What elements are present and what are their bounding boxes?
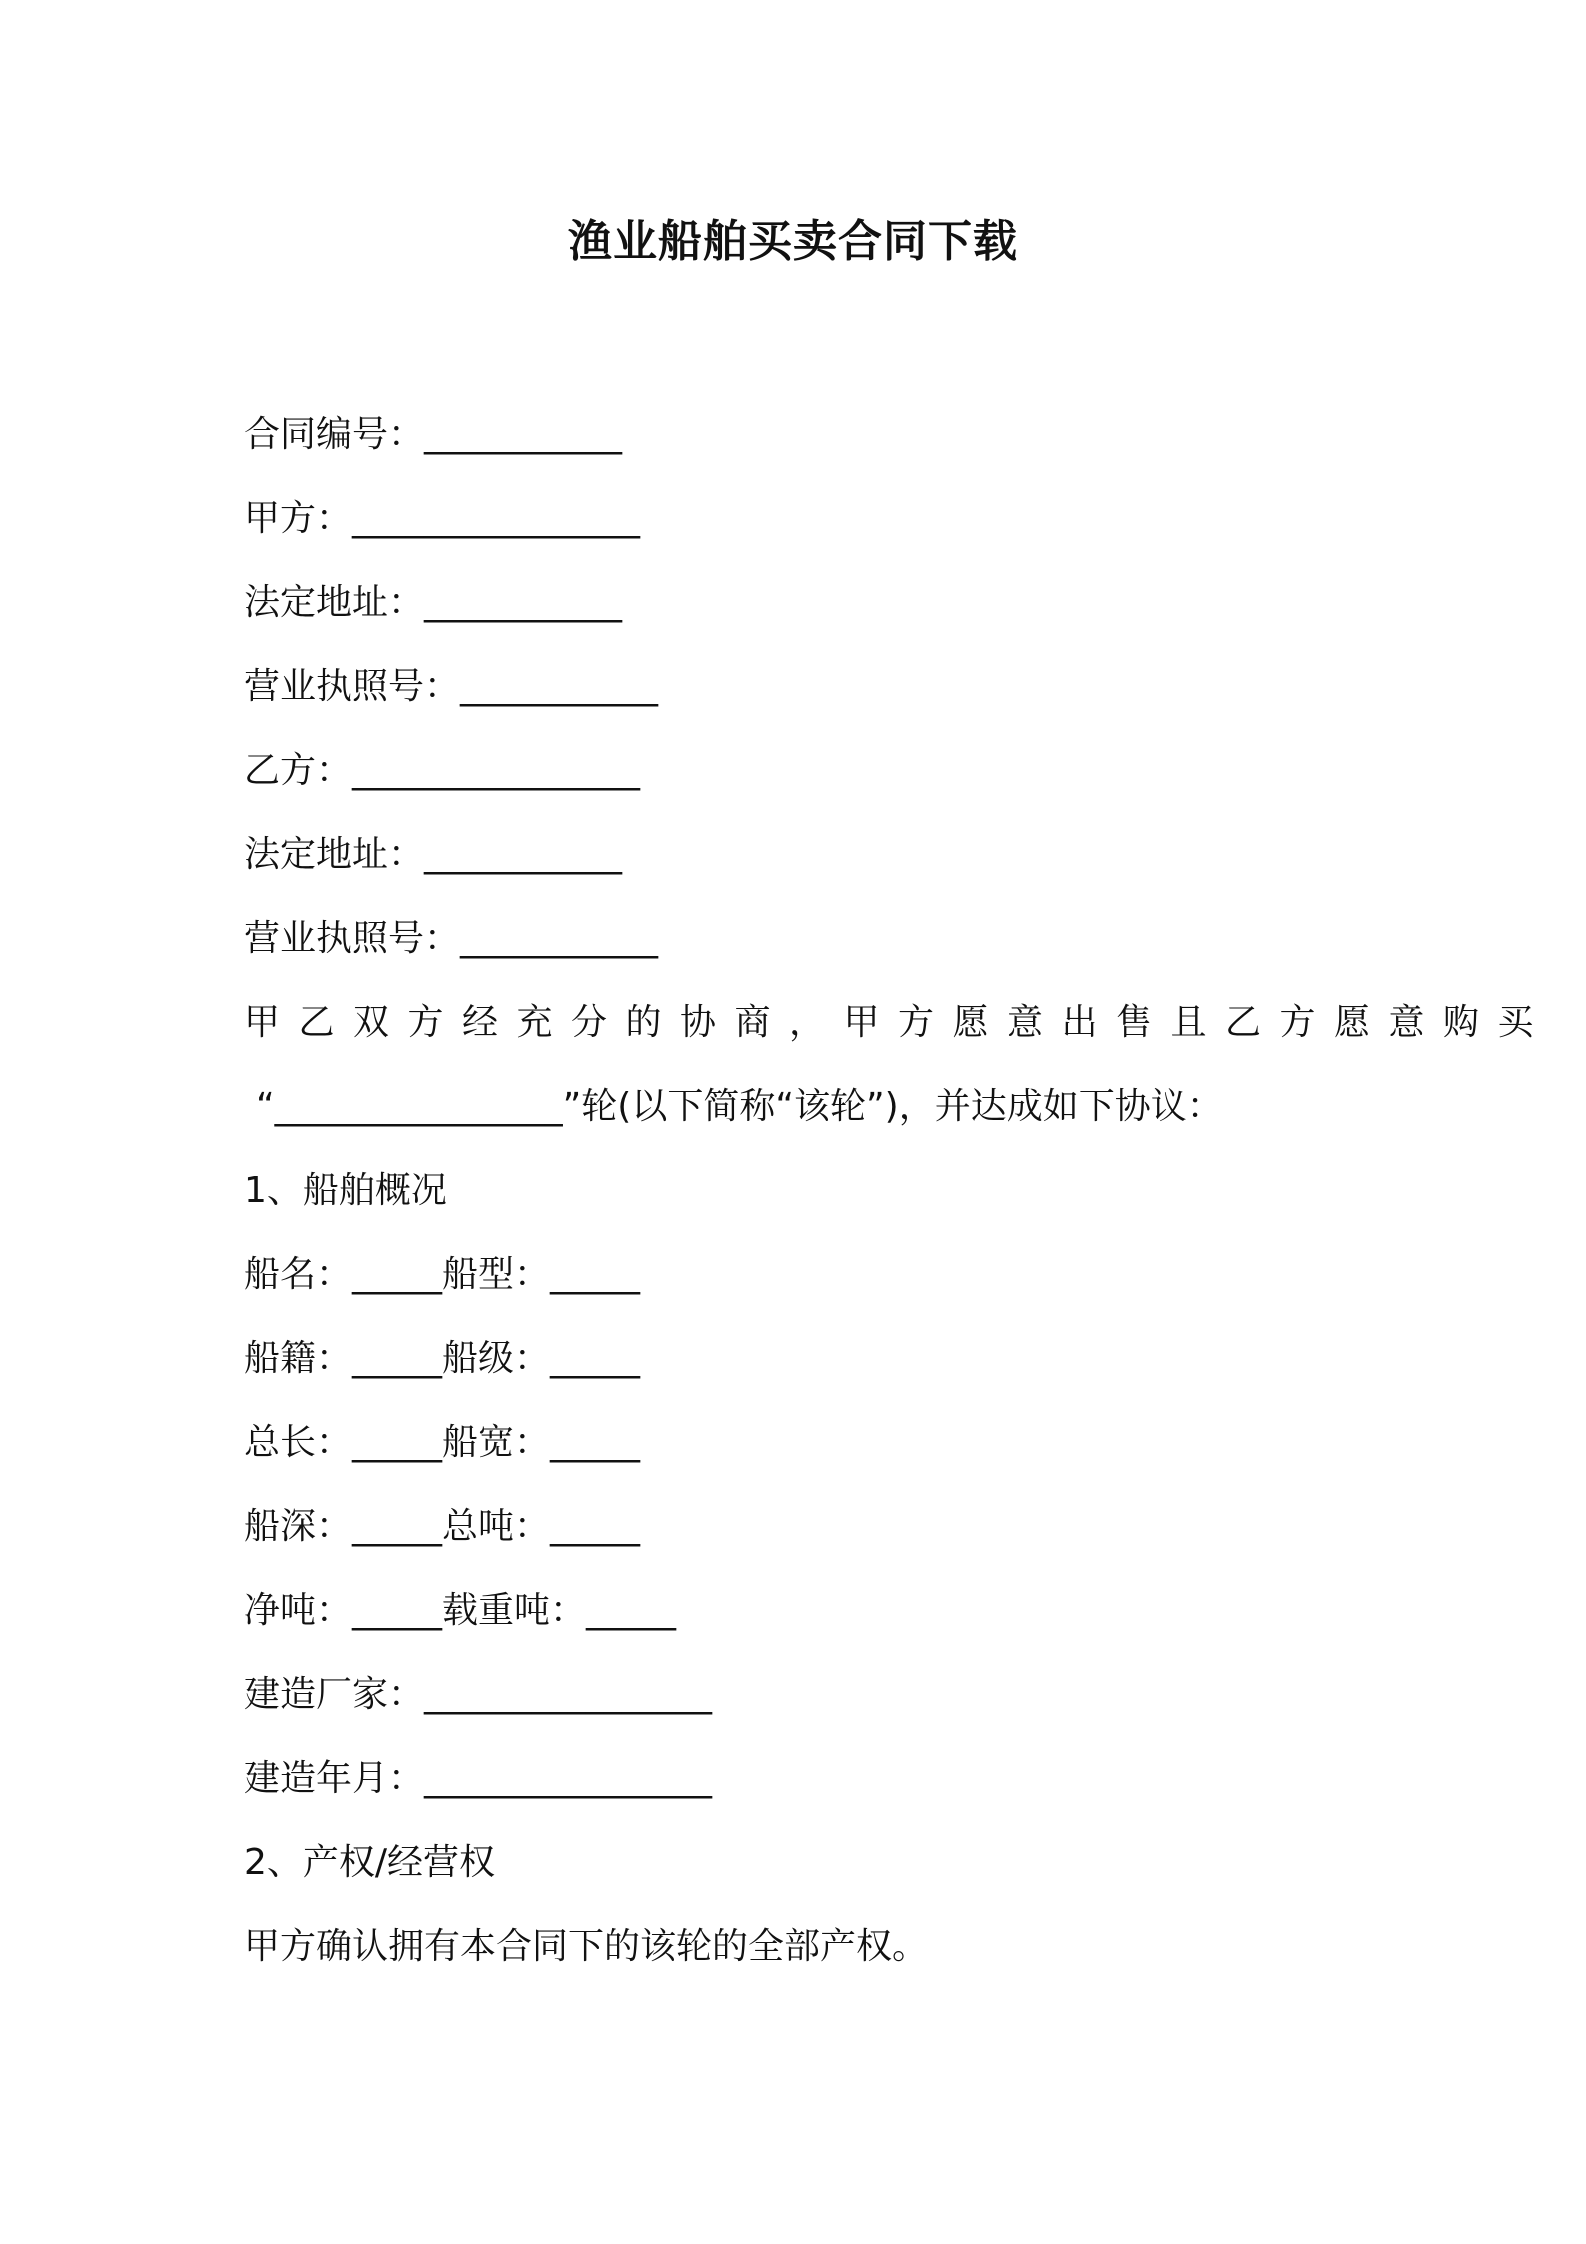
party-b-license-field: 营业执照号：___________: [244, 918, 659, 959]
ownership-statement: 甲方确认拥有本合同下的该轮的全部产权。: [244, 1926, 929, 1967]
party-a-address-field: 法定地址：___________: [244, 582, 623, 623]
section-heading-vessel-overview: 1、船舶概况: [244, 1170, 447, 1211]
section-heading-ownership: 2、产权/经营权: [244, 1842, 496, 1883]
party-b-field: 乙方：________________: [244, 750, 641, 791]
party-b-address-field: 法定地址：___________: [244, 834, 623, 875]
contract-number-field: 合同编号：___________: [244, 414, 623, 455]
build-date-field: 建造年月：________________: [244, 1758, 713, 1799]
agreement-paragraph-line-1: 甲乙双方经充分的协商，甲方愿意出售且乙方愿意购买: [244, 1002, 1553, 1043]
agreement-paragraph-line-2: “________________”轮(以下简称“该轮”)，并达成如下协议：: [256, 1086, 1223, 1127]
vessel-length-width-field: 总长：_____船宽：_____: [244, 1422, 641, 1463]
party-a-field: 甲方：________________: [244, 498, 641, 539]
vessel-name-type-field: 船名：_____船型：_____: [244, 1254, 641, 1295]
builder-field: 建造厂家：________________: [244, 1674, 713, 1715]
vessel-net-deadweight-tonnage-field: 净吨：_____载重吨：_____: [244, 1590, 677, 1631]
vessel-registry-class-field: 船籍：_____船级：_____: [244, 1338, 641, 1379]
document-title: 渔业船舶买卖合同下载: [568, 216, 1018, 267]
party-a-license-field: 营业执照号：___________: [244, 666, 659, 707]
vessel-depth-gross-tonnage-field: 船深：_____总吨：_____: [244, 1506, 641, 1547]
